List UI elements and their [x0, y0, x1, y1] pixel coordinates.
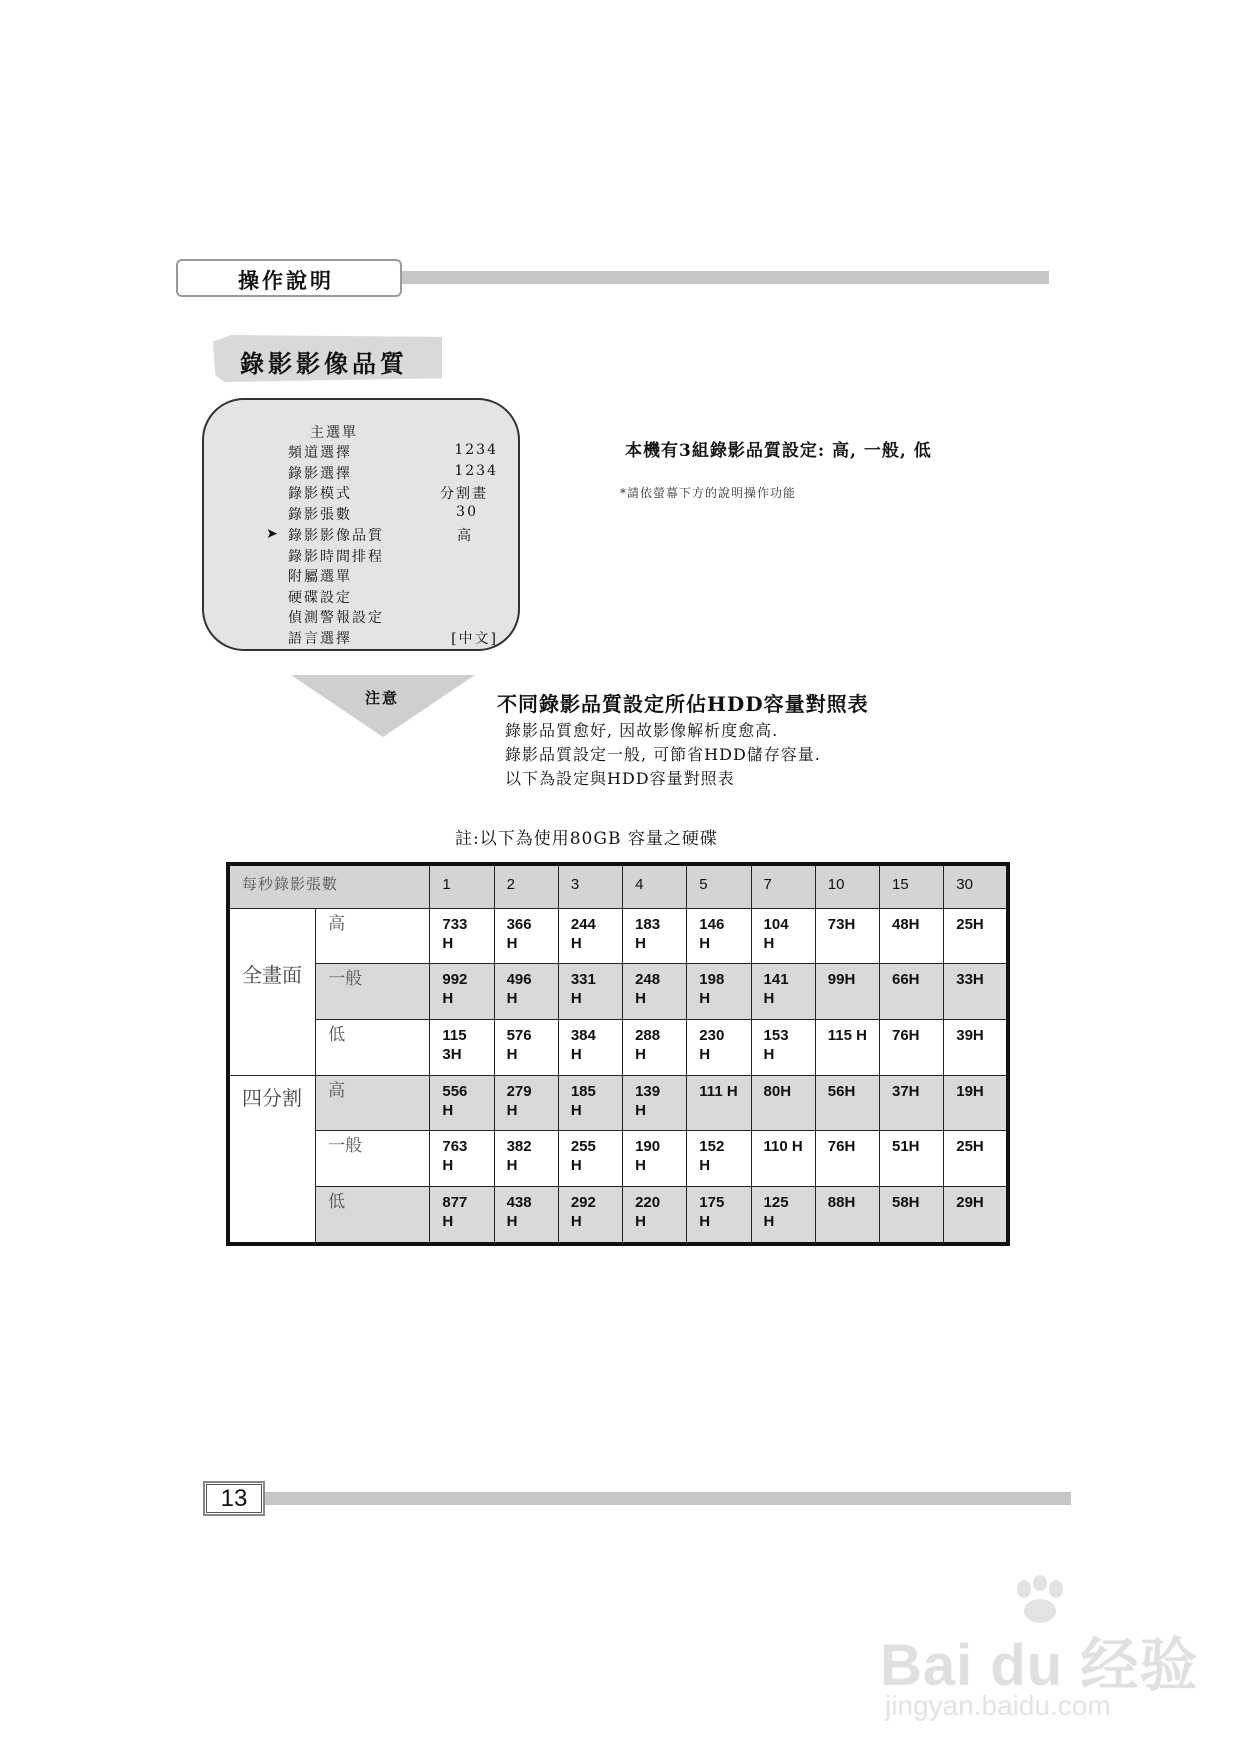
- value-cell: 331 H: [558, 964, 622, 1020]
- value-cell: 33H: [944, 964, 1008, 1020]
- value-cell: 104 H: [751, 908, 815, 964]
- menu-item-value: 1234: [454, 442, 498, 458]
- value-cell: 19H: [944, 1075, 1008, 1131]
- attention-line: 錄影品質設定一般, 可節省HDD儲存容量.: [505, 745, 821, 764]
- value-cell: 763 H: [430, 1131, 494, 1187]
- menu-item-label: 錄影時間排程: [288, 549, 384, 565]
- value-cell: 556 H: [430, 1075, 494, 1131]
- value-cell: 39H: [944, 1019, 1008, 1075]
- header-fps-cell: 1: [430, 864, 494, 908]
- value-cell: 76H: [815, 1131, 879, 1187]
- value-cell: 125 H: [751, 1187, 815, 1244]
- menu-item-label: 錄影選擇: [288, 466, 352, 482]
- menu-item-value: 高: [457, 528, 473, 544]
- table-row: [228, 1075, 1008, 1131]
- watermark-brand: Bai du 经验: [880, 1633, 1199, 1698]
- value-cell: 244 H: [558, 908, 622, 964]
- page-number: 13: [220, 1485, 248, 1512]
- menu-item-label: 語言選擇: [288, 631, 352, 647]
- attention-line: 以下為設定與HDD容量對照表: [505, 769, 735, 788]
- value-cell: 152 H: [687, 1131, 751, 1187]
- menu-item-label: 錄影影像品質: [288, 528, 384, 544]
- capacity-table-title: 不同錄影品質設定所佔HDD容量對照表: [497, 692, 869, 716]
- value-cell: 198 H: [687, 964, 751, 1020]
- value-cell: 733 H: [430, 908, 494, 964]
- value-cell: 496 H: [494, 964, 558, 1020]
- value-cell: 37H: [880, 1075, 944, 1131]
- header-fps-cell: 30: [944, 864, 1008, 908]
- quality-settings-note: 本機有3組錄影品質設定: 高, 一般, 低: [625, 441, 932, 461]
- menu-item-selected: [288, 525, 498, 545]
- header-fps-cell: 2: [494, 864, 558, 908]
- footer-bar: [265, 1492, 1071, 1505]
- table-row: [228, 908, 1008, 964]
- header-fps-cell: 3: [558, 864, 622, 908]
- value-cell: 29H: [944, 1187, 1008, 1244]
- quality-cell: 高: [316, 1075, 430, 1131]
- header-fps-cell: 7: [751, 864, 815, 908]
- watermark-url: jingyan.baidu.com: [885, 1690, 1111, 1721]
- menu-item: [288, 607, 498, 627]
- menu-item: [288, 587, 498, 607]
- menu-selected-arrow-icon: ➤: [266, 526, 278, 542]
- value-cell: 58H: [880, 1187, 944, 1244]
- value-cell: 115 H: [815, 1019, 879, 1075]
- value-cell: 292 H: [558, 1187, 622, 1244]
- value-cell: 384 H: [558, 1019, 622, 1075]
- value-cell: 183 H: [623, 908, 687, 964]
- menu-item: [288, 628, 498, 648]
- footnote: 註:以下為使用80GB 容量之硬碟: [455, 829, 718, 849]
- value-cell: 139 H: [623, 1075, 687, 1131]
- header-fps-cell: 5: [687, 864, 751, 908]
- header-title: 操作說明: [238, 268, 334, 293]
- menu-title: 主選單: [310, 425, 358, 441]
- value-cell: 48H: [880, 908, 944, 964]
- menu-item-label: 頻道選擇: [288, 445, 352, 461]
- menu-item-label: 偵測警報設定: [288, 610, 384, 626]
- quality-cell: 低: [316, 1187, 430, 1244]
- value-cell: 51H: [880, 1131, 944, 1187]
- value-cell: 99H: [815, 964, 879, 1020]
- header-bar: [402, 271, 1049, 284]
- value-cell: 153 H: [751, 1019, 815, 1075]
- value-cell: 146 H: [687, 908, 751, 964]
- quality-cell: 低: [316, 1019, 430, 1075]
- menu-item-value: 分割畫: [440, 486, 488, 502]
- value-cell: 992 H: [430, 964, 494, 1020]
- value-cell: 220 H: [623, 1187, 687, 1244]
- quality-cell: 高: [316, 908, 430, 964]
- header-fps-cell: 4: [623, 864, 687, 908]
- menu-item: [288, 463, 498, 483]
- value-cell: 76H: [880, 1019, 944, 1075]
- value-cell: 576 H: [494, 1019, 558, 1075]
- value-cell: 73H: [815, 908, 879, 964]
- instruction-hint: *請依螢幕下方的說明操作功能: [620, 486, 797, 500]
- group-cell: 四分割: [228, 1075, 316, 1244]
- value-cell: 25H: [944, 908, 1008, 964]
- header-fps-cell: 15: [880, 864, 944, 908]
- value-cell: 141 H: [751, 964, 815, 1020]
- quality-cell: 一般: [316, 1131, 430, 1187]
- value-cell: 115 3H: [430, 1019, 494, 1075]
- menu-item: [288, 566, 498, 586]
- menu-item-value: [中文]: [451, 631, 498, 647]
- menu-item: [288, 546, 498, 566]
- table-row: [228, 1019, 1008, 1075]
- value-cell: 366 H: [494, 908, 558, 964]
- value-cell: 230 H: [687, 1019, 751, 1075]
- value-cell: 877 H: [430, 1187, 494, 1244]
- table-row: [228, 1187, 1008, 1244]
- value-cell: 88H: [815, 1187, 879, 1244]
- header-label-cell: 每秒錄影張數: [228, 864, 430, 908]
- value-cell: 190 H: [623, 1131, 687, 1187]
- table-header-row: [228, 864, 1008, 908]
- menu-item-value: 1234: [454, 463, 498, 479]
- menu-item-label: 錄影張數: [288, 507, 352, 523]
- table-row: [228, 964, 1008, 1020]
- value-cell: 25H: [944, 1131, 1008, 1187]
- attention-line: 錄影品質愈好, 因故影像解析度愈高.: [505, 721, 779, 740]
- menu-item-label: 硬碟設定: [288, 590, 352, 606]
- value-cell: 185 H: [558, 1075, 622, 1131]
- menu-item: [288, 504, 498, 524]
- value-cell: 255 H: [558, 1131, 622, 1187]
- quality-cell: 一般: [316, 964, 430, 1020]
- menu-item-value: 30: [456, 504, 478, 520]
- capacity-table: [226, 862, 1010, 1246]
- menu-item-label: 錄影模式: [288, 486, 352, 502]
- section-title: 錄影影像品質: [240, 349, 408, 378]
- group-cell: 全畫面: [228, 908, 316, 1075]
- menu-item: [288, 483, 498, 503]
- value-cell: 111 H: [687, 1075, 751, 1131]
- value-cell: 382 H: [494, 1131, 558, 1187]
- value-cell: 279 H: [494, 1075, 558, 1131]
- menu-item: [288, 442, 498, 462]
- value-cell: 288 H: [623, 1019, 687, 1075]
- header-fps-cell: 10: [815, 864, 879, 908]
- value-cell: 175 H: [687, 1187, 751, 1244]
- value-cell: 110 H: [751, 1131, 815, 1187]
- value-cell: 248 H: [623, 964, 687, 1020]
- menu-item-label: 附屬選單: [288, 569, 352, 585]
- value-cell: 66H: [880, 964, 944, 1020]
- value-cell: 56H: [815, 1075, 879, 1131]
- table-row: [228, 1131, 1008, 1187]
- value-cell: 438 H: [494, 1187, 558, 1244]
- attention-label: 注意: [365, 689, 400, 707]
- value-cell: 80H: [751, 1075, 815, 1131]
